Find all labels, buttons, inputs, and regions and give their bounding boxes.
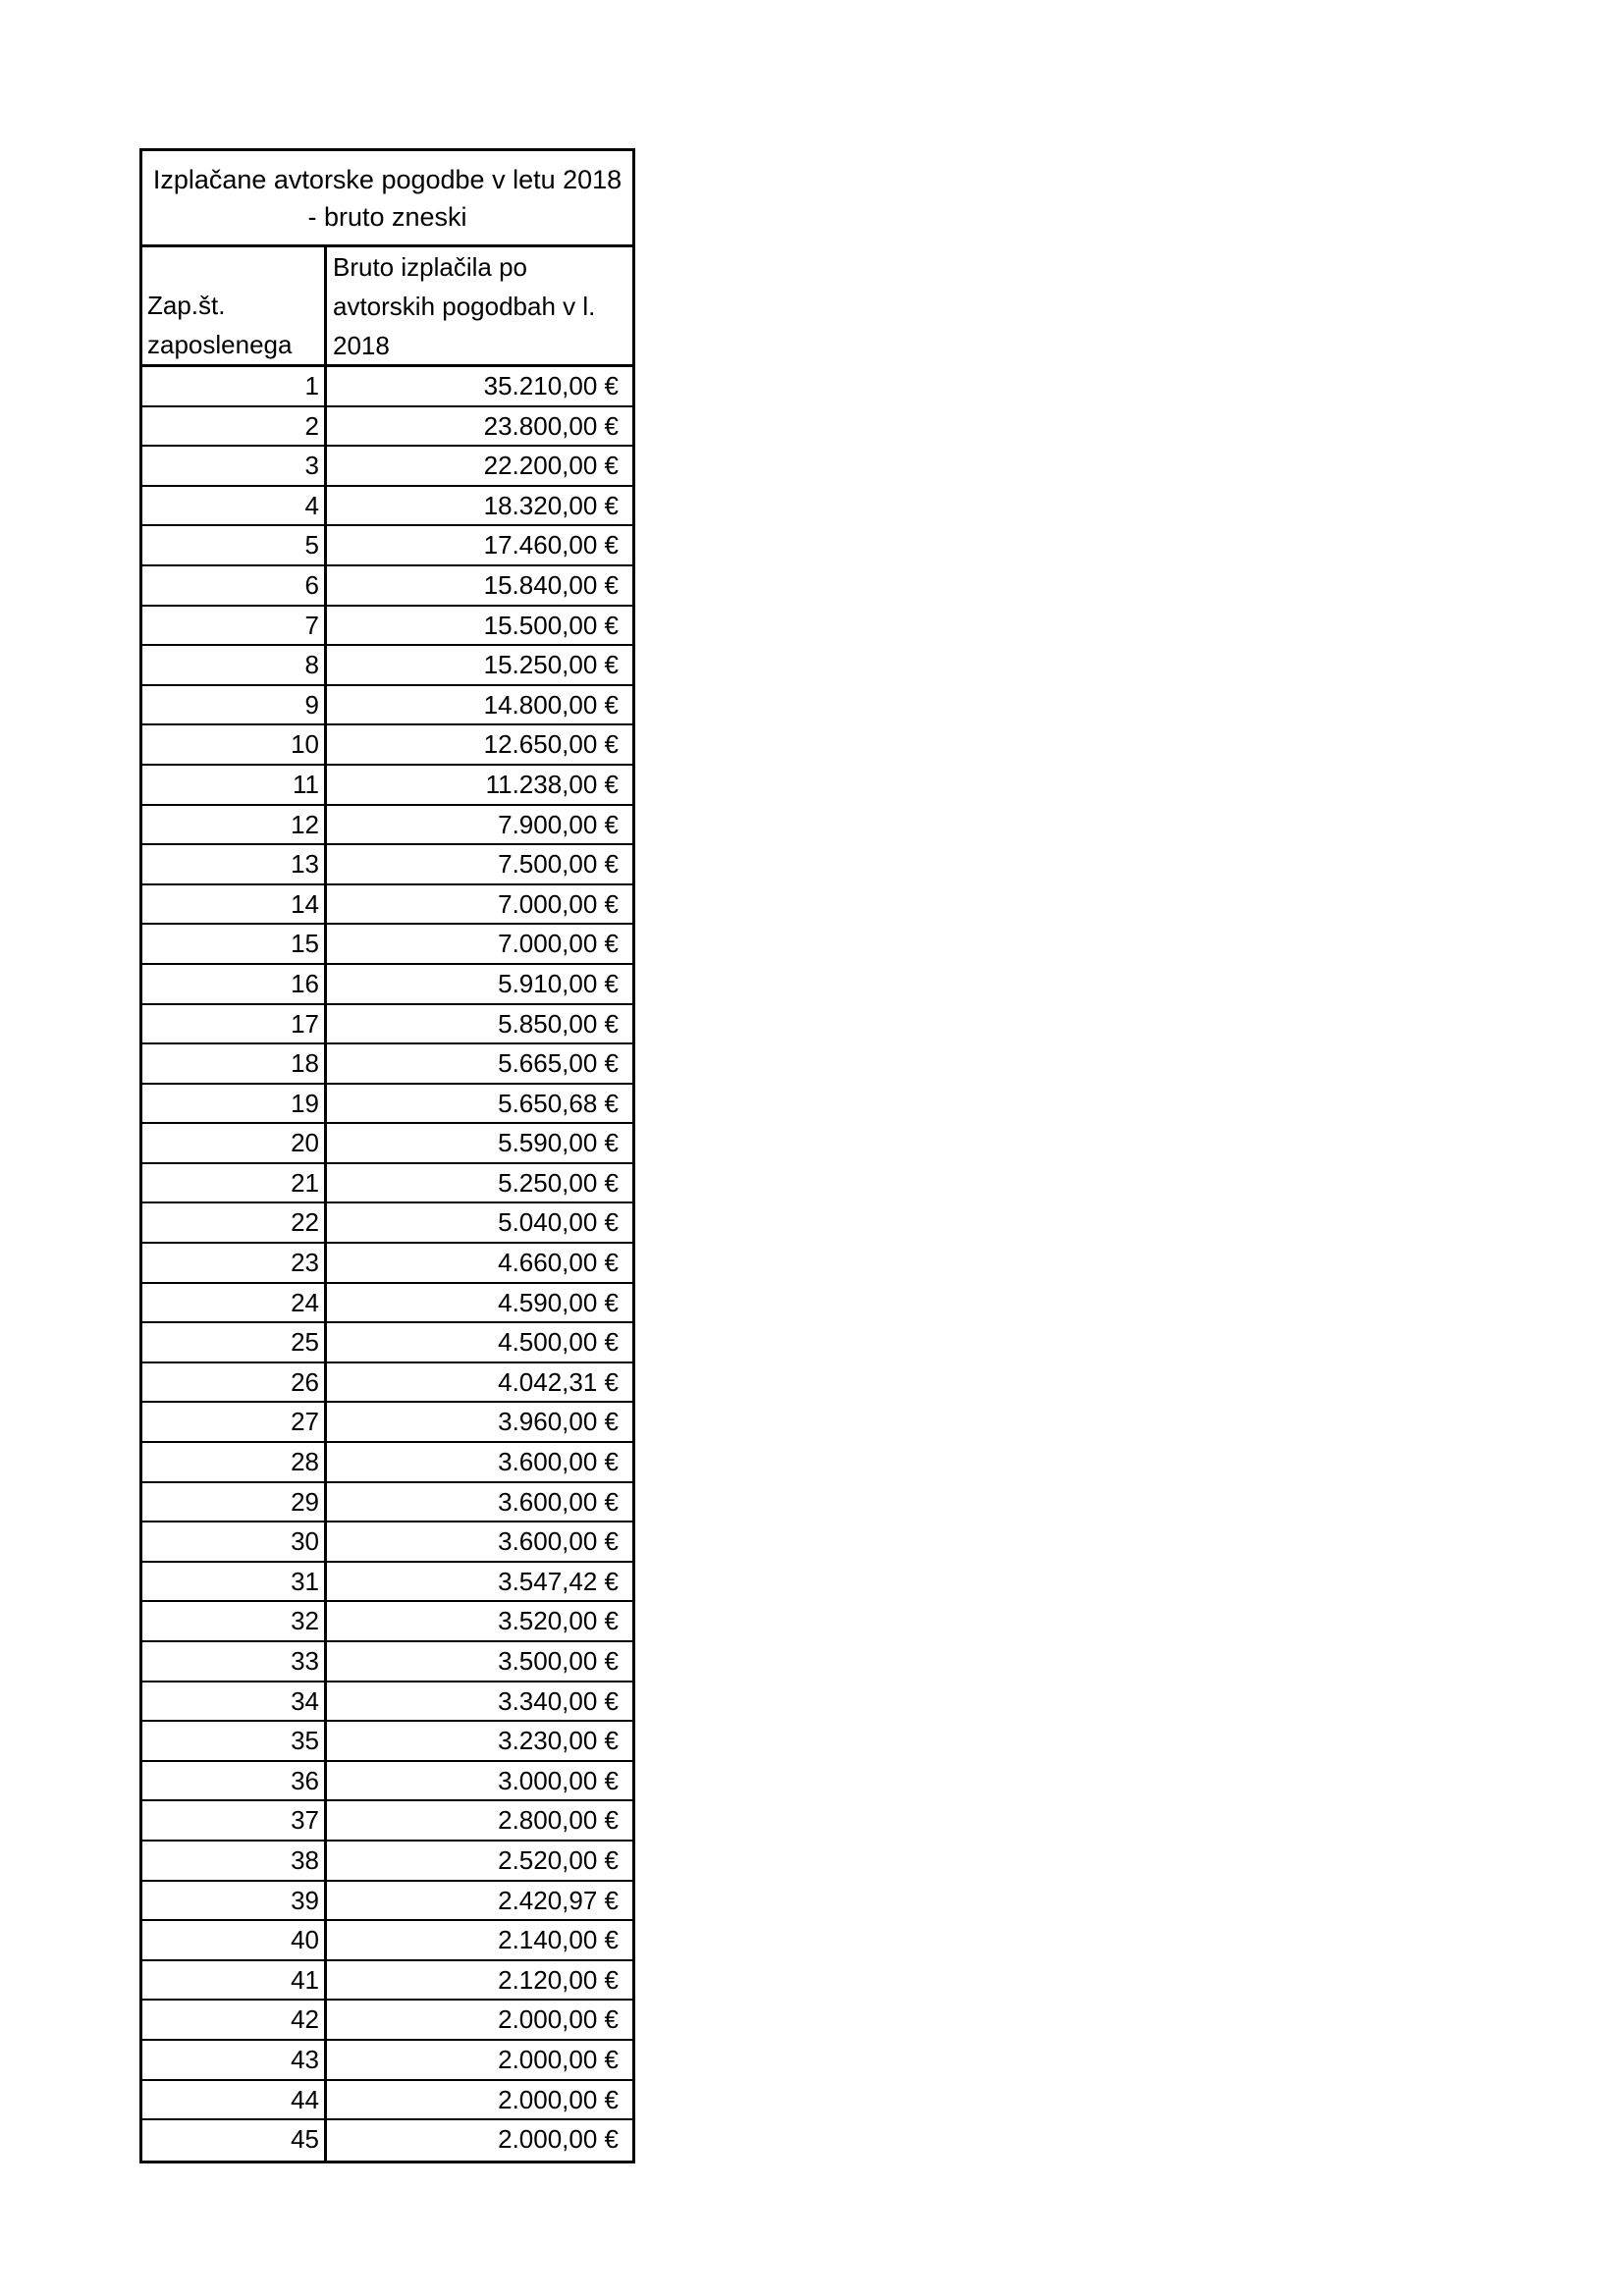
- table-row: [142, 1284, 632, 1324]
- gross-amount-cell: 17.460,00 €: [483, 530, 619, 561]
- employee-number-cell: 28: [142, 1443, 327, 1481]
- table-row: [142, 1363, 632, 1404]
- gross-amount-cell: 2.420,97 €: [498, 1885, 619, 1915]
- header-gross-payments: Bruto izplačila po avtorskih pogodbah v l. 2018: [333, 252, 596, 360]
- table-row: [142, 1522, 632, 1563]
- gross-amount-cell: 3.600,00 €: [498, 1447, 619, 1477]
- table-row: [142, 367, 632, 407]
- employee-number-cell: 23: [142, 1244, 327, 1282]
- table-row: [142, 1961, 632, 2002]
- gross-amount-cell: 15.840,00 €: [483, 569, 619, 600]
- gross-amount-cell: 7.900,00 €: [498, 809, 619, 839]
- table-row: [142, 1682, 632, 1723]
- table-row: [142, 2041, 632, 2081]
- employee-number-cell: 43: [142, 2041, 327, 2079]
- gross-amount-cell: 5.250,00 €: [498, 1167, 619, 1198]
- employee-number-cell: 39: [142, 1882, 327, 1920]
- table-row: [142, 686, 632, 726]
- gross-amount-cell: 5.910,00 €: [498, 968, 619, 998]
- gross-amount-cell: 23.800,00 €: [483, 410, 619, 441]
- header-employee-number: Zap.št. zaposlenega: [142, 247, 327, 364]
- employee-number-cell: 21: [142, 1164, 327, 1202]
- gross-amount-cell: 2.000,00 €: [498, 2044, 619, 2074]
- gross-amount-cell: 4.660,00 €: [498, 1248, 619, 1278]
- gross-amount-cell: 15.250,00 €: [483, 650, 619, 680]
- gross-amount-cell: 22.200,00 €: [483, 451, 619, 481]
- gross-amount-cell: 7.000,00 €: [498, 929, 619, 959]
- employee-number-cell: 6: [142, 566, 327, 605]
- gross-amount-cell: 35.210,00 €: [483, 371, 619, 400]
- employee-number-cell: 13: [142, 845, 327, 883]
- gross-amount-cell: 5.850,00 €: [498, 1008, 619, 1039]
- employee-number-cell: 45: [142, 2120, 327, 2161]
- employee-number-cell: 26: [142, 1363, 327, 1402]
- employee-number-cell: 24: [142, 1284, 327, 1322]
- employee-number-cell: 34: [142, 1682, 327, 1721]
- table-row: [142, 806, 632, 846]
- employee-number-cell: 29: [142, 1483, 327, 1522]
- table-row: [142, 1005, 632, 1045]
- gross-amount-cell: 4.590,00 €: [498, 1287, 619, 1317]
- gross-amount-cell: 18.320,00 €: [483, 490, 619, 520]
- gross-amount-cell: 3.520,00 €: [498, 1606, 619, 1636]
- table-row: [142, 1124, 632, 1164]
- gross-amount-cell: 4.042,31 €: [498, 1366, 619, 1397]
- gross-amount-cell: 2.800,00 €: [498, 1805, 619, 1836]
- table-row: [142, 646, 632, 686]
- table-row: [142, 566, 632, 607]
- table-row: [142, 1921, 632, 1961]
- table-row: [142, 1443, 632, 1483]
- gross-amount-cell: 7.500,00 €: [498, 849, 619, 880]
- table-row: [142, 1642, 632, 1682]
- gross-amount-cell: 2.520,00 €: [498, 1844, 619, 1875]
- employee-number-cell: 11: [142, 766, 327, 804]
- employee-number-cell: 22: [142, 1203, 327, 1242]
- gross-amount-cell: 2.120,00 €: [498, 1964, 619, 1995]
- employee-number-cell: 5: [142, 526, 327, 564]
- employee-number-cell: 32: [142, 1602, 327, 1640]
- table-row: [142, 1244, 632, 1284]
- gross-amount-cell: 4.500,00 €: [498, 1327, 619, 1358]
- employee-number-cell: 16: [142, 965, 327, 1003]
- employee-number-cell: 27: [142, 1403, 327, 1441]
- employee-number-cell: 41: [142, 1961, 327, 2000]
- table-row: [142, 725, 632, 766]
- employee-number-cell: 36: [142, 1762, 327, 1800]
- employee-number-cell: 4: [142, 487, 327, 525]
- table-row: [142, 1323, 632, 1363]
- table-row: [142, 965, 632, 1005]
- table-row: [142, 845, 632, 885]
- gross-amount-cell: 3.230,00 €: [498, 1726, 619, 1756]
- table-row: [142, 2081, 632, 2121]
- employee-number-cell: 20: [142, 1124, 327, 1162]
- employee-number-cell: 9: [142, 686, 327, 724]
- gross-amount-cell: 7.000,00 €: [498, 888, 619, 919]
- gross-amount-cell: 11.238,00 €: [485, 769, 619, 799]
- gross-amount-cell: 2.000,00 €: [498, 2004, 619, 2035]
- gross-amount-cell: 5.040,00 €: [498, 1207, 619, 1238]
- employee-number-cell: 8: [142, 646, 327, 684]
- employee-number-cell: 12: [142, 806, 327, 844]
- gross-amount-cell: 3.547,42 €: [498, 1566, 619, 1596]
- gross-amount-cell: 3.500,00 €: [498, 1646, 619, 1676]
- gross-amount-cell: 2.000,00 €: [498, 2124, 619, 2155]
- employee-number-cell: 10: [142, 725, 327, 764]
- table-row: [142, 1602, 632, 1642]
- gross-amount-cell: 12.650,00 €: [483, 729, 619, 760]
- table-row: [142, 447, 632, 487]
- employee-number-cell: 15: [142, 925, 327, 963]
- gross-amount-cell: 2.000,00 €: [498, 2084, 619, 2114]
- gross-amount-cell: 5.665,00 €: [498, 1048, 619, 1079]
- header-row: [142, 247, 632, 367]
- table-row: [142, 1164, 632, 1204]
- employee-number-cell: 2: [142, 407, 327, 446]
- employee-number-cell: 42: [142, 2001, 327, 2039]
- gross-amount-cell: 15.500,00 €: [483, 610, 619, 640]
- employee-number-cell: 1: [142, 367, 327, 405]
- table-row: [142, 1563, 632, 1603]
- employee-number-cell: 33: [142, 1642, 327, 1681]
- table-title: Izplačane avtorske pogodbe v letu 2018 - bruto zneski: [142, 151, 632, 247]
- employee-number-cell: 7: [142, 607, 327, 645]
- table-row: [142, 1203, 632, 1244]
- gross-amount-cell: 3.000,00 €: [498, 1765, 619, 1795]
- table-row: [142, 1722, 632, 1762]
- payments-table: [139, 148, 635, 2163]
- gross-amount-cell: 3.960,00 €: [498, 1407, 619, 1437]
- table-row: [142, 607, 632, 647]
- table-body: [142, 367, 632, 2161]
- employee-number-cell: 14: [142, 885, 327, 924]
- table-row: [142, 1403, 632, 1443]
- table-row: [142, 2001, 632, 2041]
- employee-number-cell: 44: [142, 2081, 327, 2119]
- table-row: [142, 1483, 632, 1523]
- table-row: [142, 1842, 632, 1882]
- gross-amount-cell: 14.800,00 €: [483, 689, 619, 720]
- table-row: [142, 526, 632, 566]
- table-row: [142, 1085, 632, 1125]
- employee-number-cell: 3: [142, 447, 327, 485]
- table-row: [142, 2120, 632, 2161]
- employee-number-cell: 30: [142, 1522, 327, 1561]
- table-row: [142, 407, 632, 448]
- employee-number-cell: 18: [142, 1044, 327, 1083]
- gross-amount-cell: 3.600,00 €: [498, 1526, 619, 1557]
- gross-amount-cell: 3.340,00 €: [498, 1685, 619, 1716]
- employee-number-cell: 17: [142, 1005, 327, 1043]
- employee-number-cell: 38: [142, 1842, 327, 1880]
- table-row: [142, 925, 632, 965]
- table-row: [142, 487, 632, 527]
- table-row: [142, 1882, 632, 1922]
- employee-number-cell: 40: [142, 1921, 327, 1959]
- table-row: [142, 1044, 632, 1085]
- employee-number-cell: 35: [142, 1722, 327, 1760]
- gross-amount-cell: 3.600,00 €: [498, 1486, 619, 1517]
- gross-amount-cell: 5.590,00 €: [498, 1128, 619, 1158]
- employee-number-cell: 31: [142, 1563, 327, 1601]
- gross-amount-cell: 2.140,00 €: [498, 1925, 619, 1955]
- table-row: [142, 885, 632, 926]
- employee-number-cell: 25: [142, 1323, 327, 1362]
- employee-number-cell: 19: [142, 1085, 327, 1123]
- employee-number-cell: 37: [142, 1801, 327, 1840]
- table-row: [142, 1801, 632, 1842]
- gross-amount-cell: 5.650,68 €: [498, 1088, 619, 1118]
- table-row: [142, 766, 632, 806]
- table-row: [142, 1762, 632, 1802]
